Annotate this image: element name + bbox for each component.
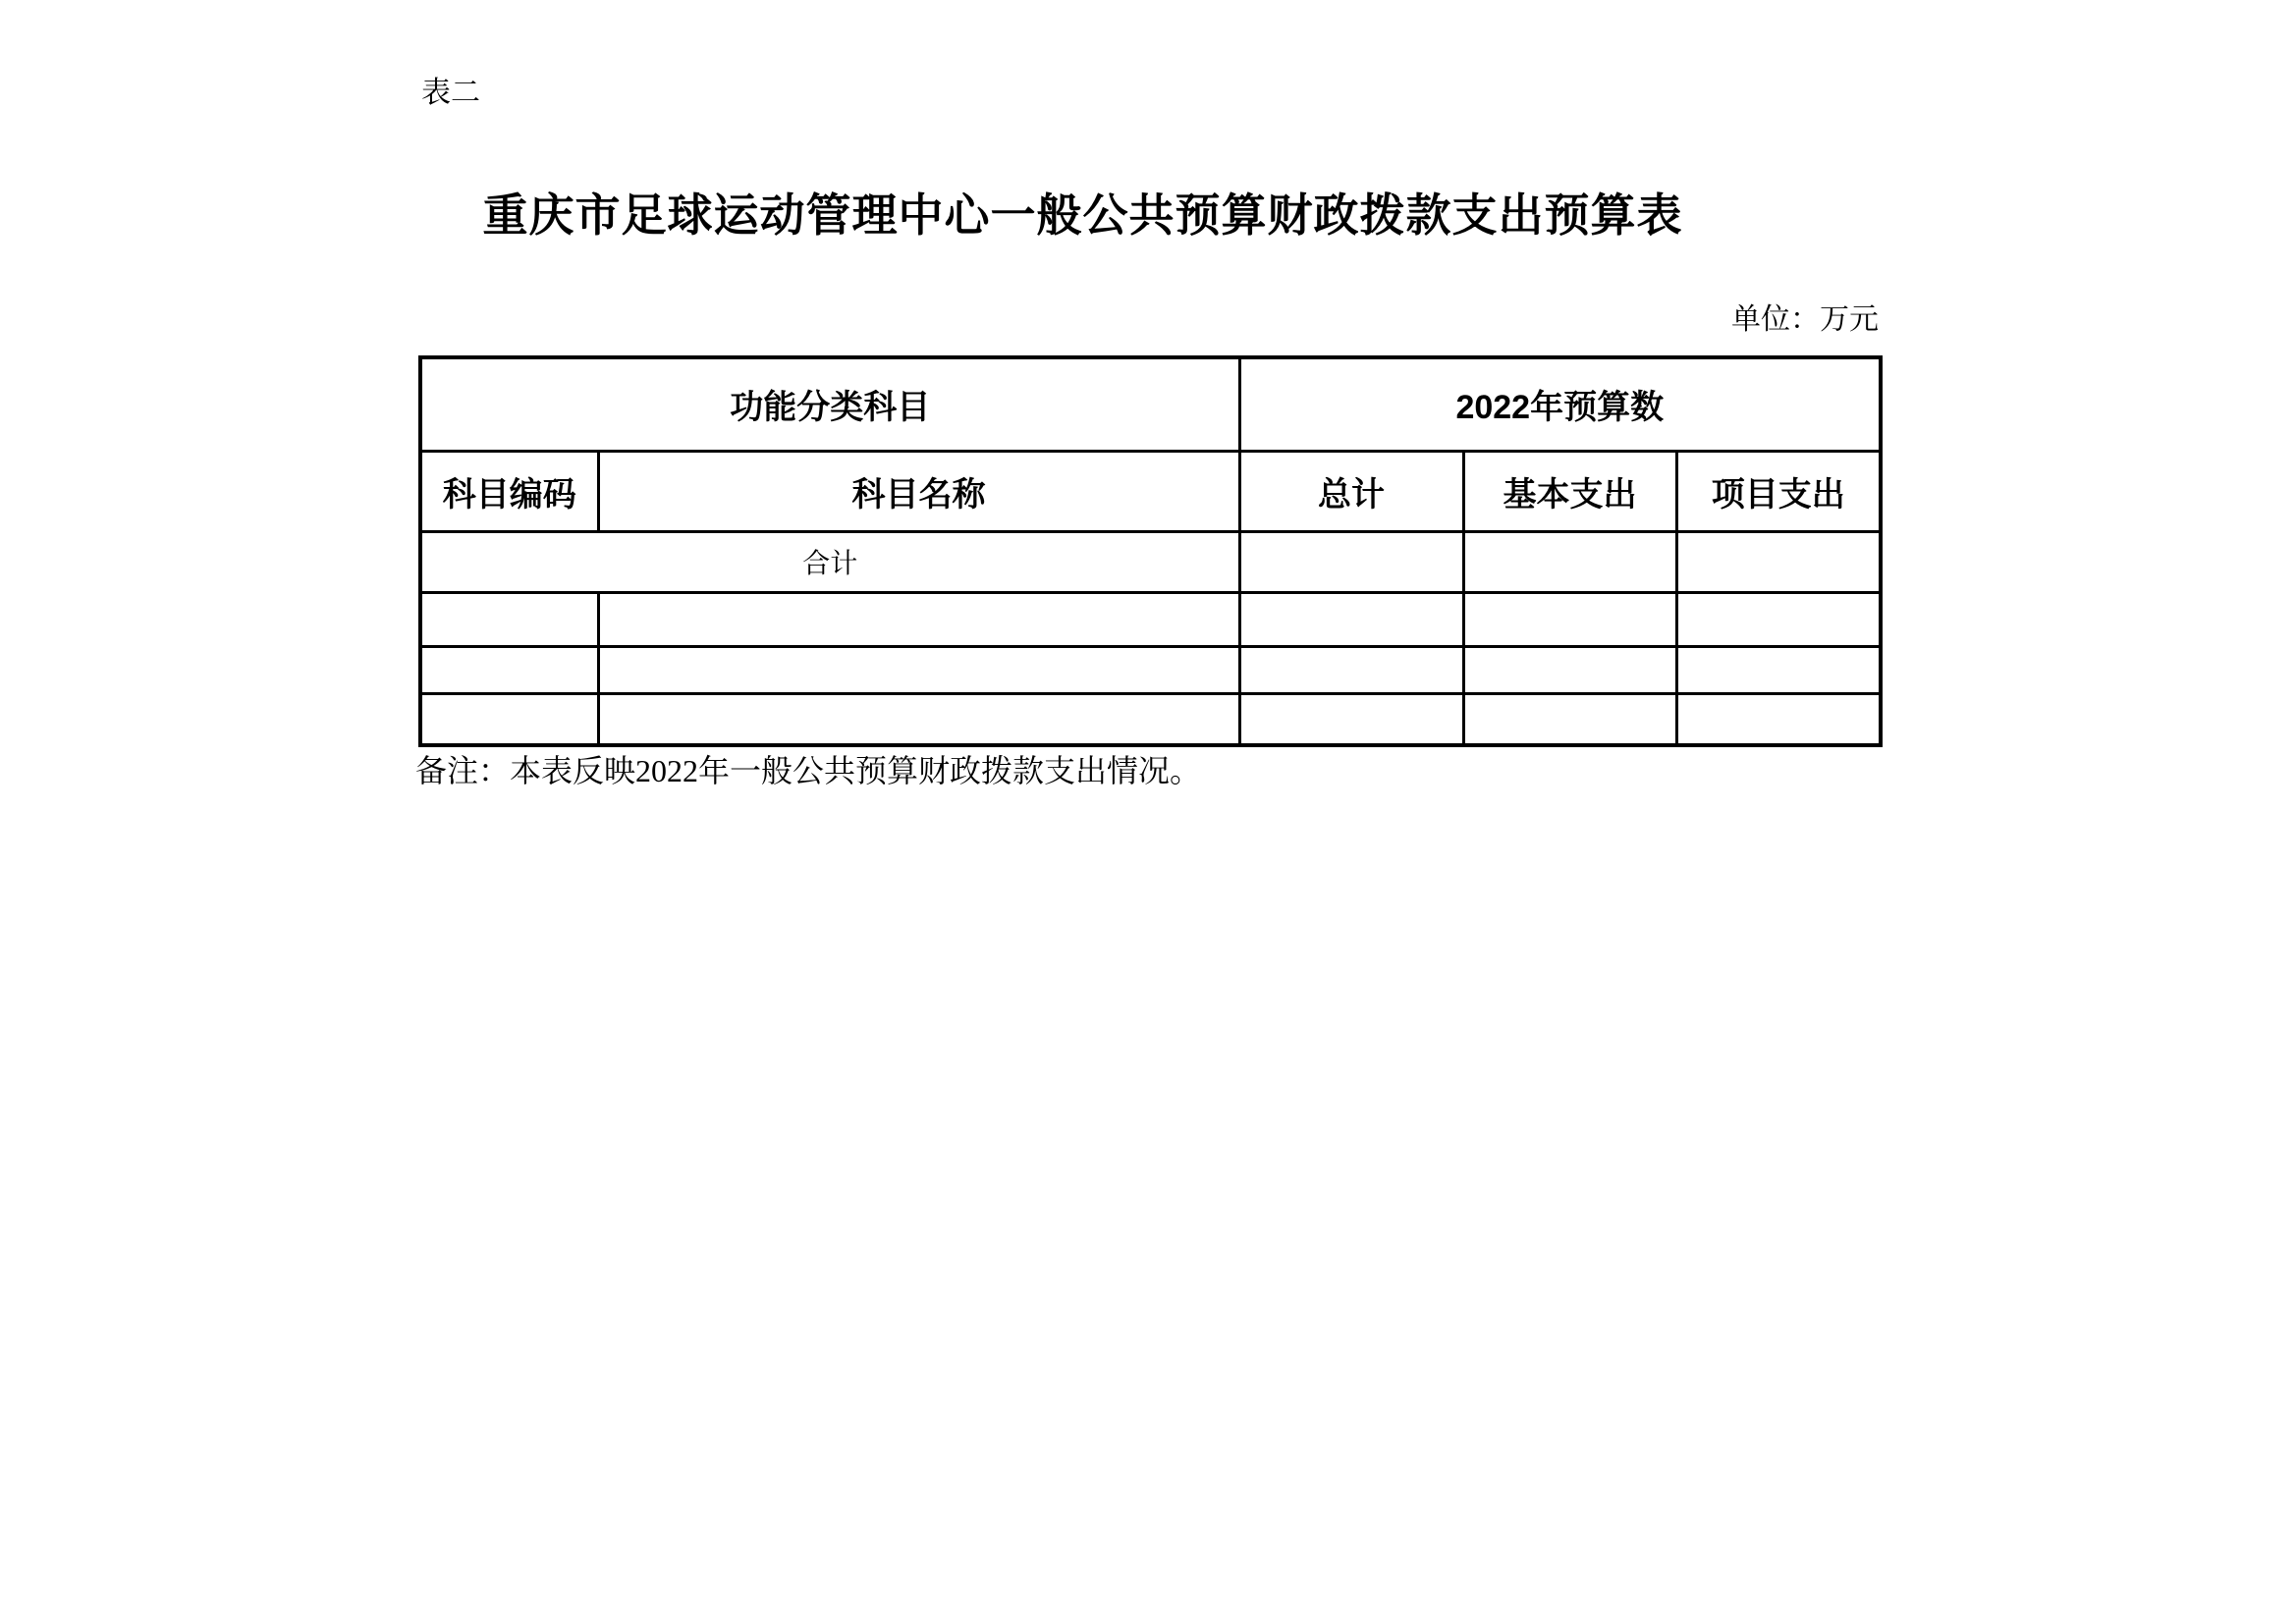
project-cell [1676,646,1881,693]
group-header-function-category: 功能分类科目 [420,357,1239,451]
project-cell [1676,693,1881,745]
column-header-project-expenditure: 项目支出 [1676,451,1881,531]
total-cell [1239,693,1463,745]
column-header-basic-expenditure: 基本支出 [1463,451,1676,531]
column-header-row [420,451,1881,531]
column-header-total: 总计 [1239,451,1463,531]
summary-basic-cell [1463,531,1676,592]
total-cell [1239,646,1463,693]
summary-row-label: 合计 [420,531,1239,592]
name-cell [598,693,1239,745]
name-cell [598,646,1239,693]
basic-cell [1463,646,1676,693]
table-row [420,592,1881,646]
summary-row [420,531,1881,592]
total-cell [1239,592,1463,646]
page-title: 重庆市足球运动管理中心一般公共预算财政拨款支出预算表 [482,190,1683,241]
footnote: 备注：本表反映2022年一般公共预算财政拨款支出情况。 [415,753,1202,788]
project-cell [1676,592,1881,646]
column-header-subject-code: 科目编码 [420,451,598,531]
basic-cell [1463,592,1676,646]
code-cell [420,646,598,693]
summary-project-cell [1676,531,1881,592]
unit-label: 单位：万元 [1731,303,1879,336]
table-row [420,646,1881,693]
name-cell [598,592,1239,646]
code-cell [420,693,598,745]
basic-cell [1463,693,1676,745]
budget-table [418,355,1883,747]
group-header-row [420,357,1881,451]
table-number-label: 表二 [421,77,480,109]
code-cell [420,592,598,646]
column-header-subject-name: 科目名称 [598,451,1239,531]
summary-total-cell [1239,531,1463,592]
table-row [420,693,1881,745]
group-header-budget-2022: 2022年预算数 [1239,357,1881,451]
